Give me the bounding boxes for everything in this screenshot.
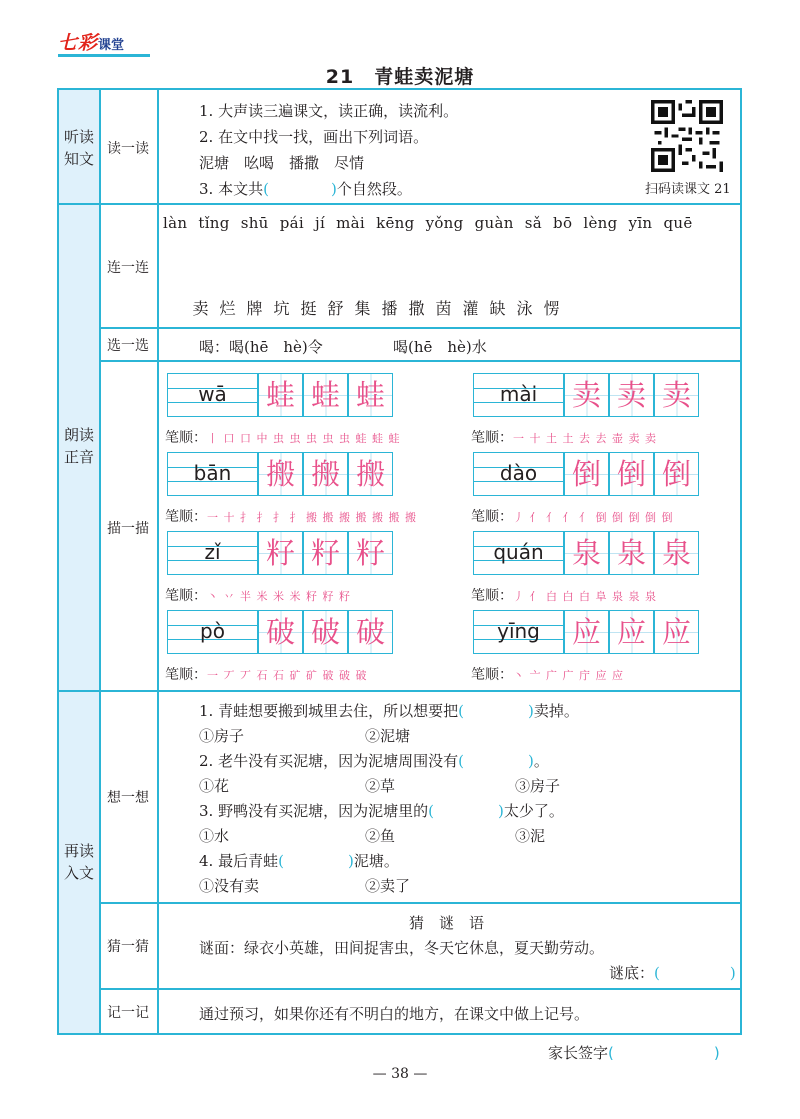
stroke-order: 笔顺：丶 丷 半 米 米 米 籽 籽 籽 <box>165 588 351 604</box>
trace-char[interactable]: 蛙 <box>258 373 303 417</box>
stroke-order: 笔顺：一 十 土 土 去 去 壶 卖 卖 <box>471 430 657 446</box>
connect-char[interactable]: 集 <box>354 299 371 318</box>
blank-riddle-answer[interactable]: ( ) <box>654 964 736 982</box>
trace-pinyin: yīng <box>473 610 564 654</box>
trace-pinyin: wā <box>167 373 258 417</box>
page-title: 21 青蛙卖泥塘 <box>325 66 475 88</box>
trace-char[interactable]: 蛙 <box>348 373 393 417</box>
question-1: 1. 青蛙想要搬到城里去住，所以想要把( )卖掉。 <box>199 702 579 720</box>
read-line-3: 3. 本文共( )个自然段。 <box>199 180 412 198</box>
read-line-1: 1. 大声读三遍课文，读正确，读流利。 <box>199 102 459 120</box>
divider-h3 <box>99 360 740 362</box>
qr-caption: 扫码读课文 21 <box>645 182 731 197</box>
blank-q2[interactable]: ( ) <box>458 752 534 770</box>
connect-char[interactable]: 卖 <box>192 299 209 318</box>
trace-pinyin: zǐ <box>167 531 258 575</box>
label-connect: 连一连 <box>107 260 149 276</box>
divider-h4 <box>59 690 740 692</box>
riddle-title: 猜 谜 语 <box>409 914 485 932</box>
q1-option-1[interactable]: ①房子 <box>199 727 245 745</box>
stroke-order: 笔顺：一 丆 丆 石 石 矿 矿 破 破 破 <box>165 667 368 683</box>
section-label-listen: 听读知文 <box>63 128 94 168</box>
connect-char[interactable]: 坑 <box>273 299 290 318</box>
read-words: 泥塘 吆喝 播撒 尽情 <box>199 154 365 172</box>
trace-char[interactable]: 倒 <box>654 452 699 496</box>
logo-underline <box>58 54 150 57</box>
trace-char[interactable]: 搬 <box>258 452 303 496</box>
label-trace: 描一描 <box>107 521 149 537</box>
blank-q4[interactable]: ( ) <box>278 852 354 870</box>
logo-brand: 七彩 <box>58 32 99 54</box>
section-label-read-aloud: 朗读正音 <box>63 426 94 466</box>
connect-char[interactable]: 牌 <box>246 299 263 318</box>
trace-char[interactable]: 卖 <box>654 373 699 417</box>
note-text: 通过预习，如果你还有不明白的地方，在课文中做上记号。 <box>199 1005 590 1023</box>
trace-char[interactable]: 应 <box>609 610 654 654</box>
stroke-order: 笔顺：丨 口 口 中 虫 虫 虫 虫 虫 蛙 蛙 蛙 <box>165 430 401 446</box>
trace-char[interactable]: 倒 <box>609 452 654 496</box>
choose-option-b[interactable]: 喝(hē hè)水 <box>393 338 487 356</box>
divider-v2 <box>157 90 159 1033</box>
stroke-order: 笔顺：丿 亻 亻 亻 亻 倒 倒 倒 倒 倒 <box>471 509 674 525</box>
connect-char[interactable]: 茵 <box>435 299 452 318</box>
q2-option-1[interactable]: ①花 <box>199 777 230 795</box>
connect-char[interactable]: 播 <box>381 299 398 318</box>
divider-h5 <box>99 902 740 904</box>
question-4: 4. 最后青蛙( )泥塘。 <box>199 852 399 870</box>
riddle-face: 谜面：绿衣小英雄，田间捉害虫，冬天它休息，夏天勤劳动。 <box>199 939 605 957</box>
q1-option-2[interactable]: ②泥塘 <box>365 727 411 745</box>
trace-pinyin: dào <box>473 452 564 496</box>
trace-char[interactable]: 应 <box>564 610 609 654</box>
trace-char[interactable]: 泉 <box>654 531 699 575</box>
connect-char[interactable]: 缺 <box>489 299 506 318</box>
trace-char[interactable]: 泉 <box>564 531 609 575</box>
trace-char[interactable]: 破 <box>258 610 303 654</box>
connect-char[interactable]: 烂 <box>219 299 236 318</box>
read-line-2: 2. 在文中找一找，画出下列词语。 <box>199 128 429 146</box>
trace-pinyin: bān <box>167 452 258 496</box>
worksheet-frame <box>57 88 742 1035</box>
connect-pinyin: làn tǐng shū pái jí mài kēng yǒng guàn sǎ bō lèng yīn quē <box>163 214 693 232</box>
trace-char[interactable]: 蛙 <box>303 373 348 417</box>
trace-char[interactable]: 籽 <box>303 531 348 575</box>
question-3: 3. 野鸭没有买泥塘，因为泥塘里的( )太少了。 <box>199 802 564 820</box>
trace-pinyin: mài <box>473 373 564 417</box>
divider-h2 <box>99 327 740 329</box>
connect-char[interactable]: 泳 <box>516 299 533 318</box>
trace-char[interactable]: 破 <box>348 610 393 654</box>
stroke-order: 笔顺：丶 亠 广 广 庁 应 应 <box>471 667 624 683</box>
blank-q3[interactable]: ( ) <box>428 802 504 820</box>
trace-char[interactable]: 籽 <box>258 531 303 575</box>
q2-option-3[interactable]: ③房子 <box>515 777 561 795</box>
trace-char[interactable]: 搬 <box>303 452 348 496</box>
blank-q1[interactable]: ( ) <box>458 702 534 720</box>
q3-option-3[interactable]: ③泥 <box>515 827 546 845</box>
label-think: 想一想 <box>107 790 149 806</box>
trace-char[interactable]: 泉 <box>609 531 654 575</box>
q3-option-2[interactable]: ②鱼 <box>365 827 396 845</box>
label-note: 记一记 <box>107 1005 149 1021</box>
blank-signature[interactable]: ( ) <box>608 1044 720 1062</box>
q4-option-2[interactable]: ②卖了 <box>365 877 411 895</box>
stroke-order: 笔顺：一 十 扌 扌 扌 扌 搬 搬 搬 搬 搬 搬 搬 <box>165 509 417 525</box>
section-label-reread: 再读入文 <box>63 842 94 882</box>
trace-char[interactable]: 搬 <box>348 452 393 496</box>
riddle-answer: 谜底：( ) <box>609 964 736 982</box>
page-number: — 38 — <box>372 1066 428 1082</box>
connect-char[interactable]: 灌 <box>462 299 479 318</box>
trace-char[interactable]: 卖 <box>564 373 609 417</box>
connect-hanzi <box>187 296 565 319</box>
trace-char[interactable]: 籽 <box>348 531 393 575</box>
logo <box>58 28 150 58</box>
logo-sub: 课堂 <box>98 38 125 53</box>
q2-option-2[interactable]: ②草 <box>365 777 396 795</box>
trace-char[interactable]: 倒 <box>564 452 609 496</box>
qr-code-icon[interactable] <box>651 100 723 172</box>
stroke-order: 笔顺：丿 亻 白 白 白 阜 泉 泉 泉 <box>471 588 657 604</box>
trace-char[interactable]: 卖 <box>609 373 654 417</box>
divider-h6 <box>99 988 740 990</box>
q4-option-1[interactable]: ①没有卖 <box>199 877 260 895</box>
blank-paragraph-count[interactable]: ( ) <box>263 180 337 198</box>
label-choose: 选一选 <box>107 338 149 354</box>
trace-char[interactable]: 应 <box>654 610 699 654</box>
connect-char[interactable]: 愣 <box>543 299 560 318</box>
choose-option-a[interactable]: 喝：喝(hē hè)令 <box>199 338 323 356</box>
trace-pinyin: pò <box>167 610 258 654</box>
divider-h1 <box>59 203 740 205</box>
connect-char[interactable]: 撒 <box>408 299 425 318</box>
trace-pinyin: quán <box>473 531 564 575</box>
trace-char[interactable]: 破 <box>303 610 348 654</box>
divider-v1 <box>99 90 101 1033</box>
label-read: 读一读 <box>107 141 149 157</box>
question-2: 2. 老牛没有买泥塘，因为泥塘周围没有( )。 <box>199 752 549 770</box>
q3-option-1[interactable]: ①水 <box>199 827 230 845</box>
connect-char[interactable]: 舒 <box>327 299 344 318</box>
connect-char[interactable]: 挺 <box>300 299 317 318</box>
label-guess: 猜一猜 <box>107 939 149 955</box>
parent-signature: 家长签字( ) <box>548 1044 720 1062</box>
